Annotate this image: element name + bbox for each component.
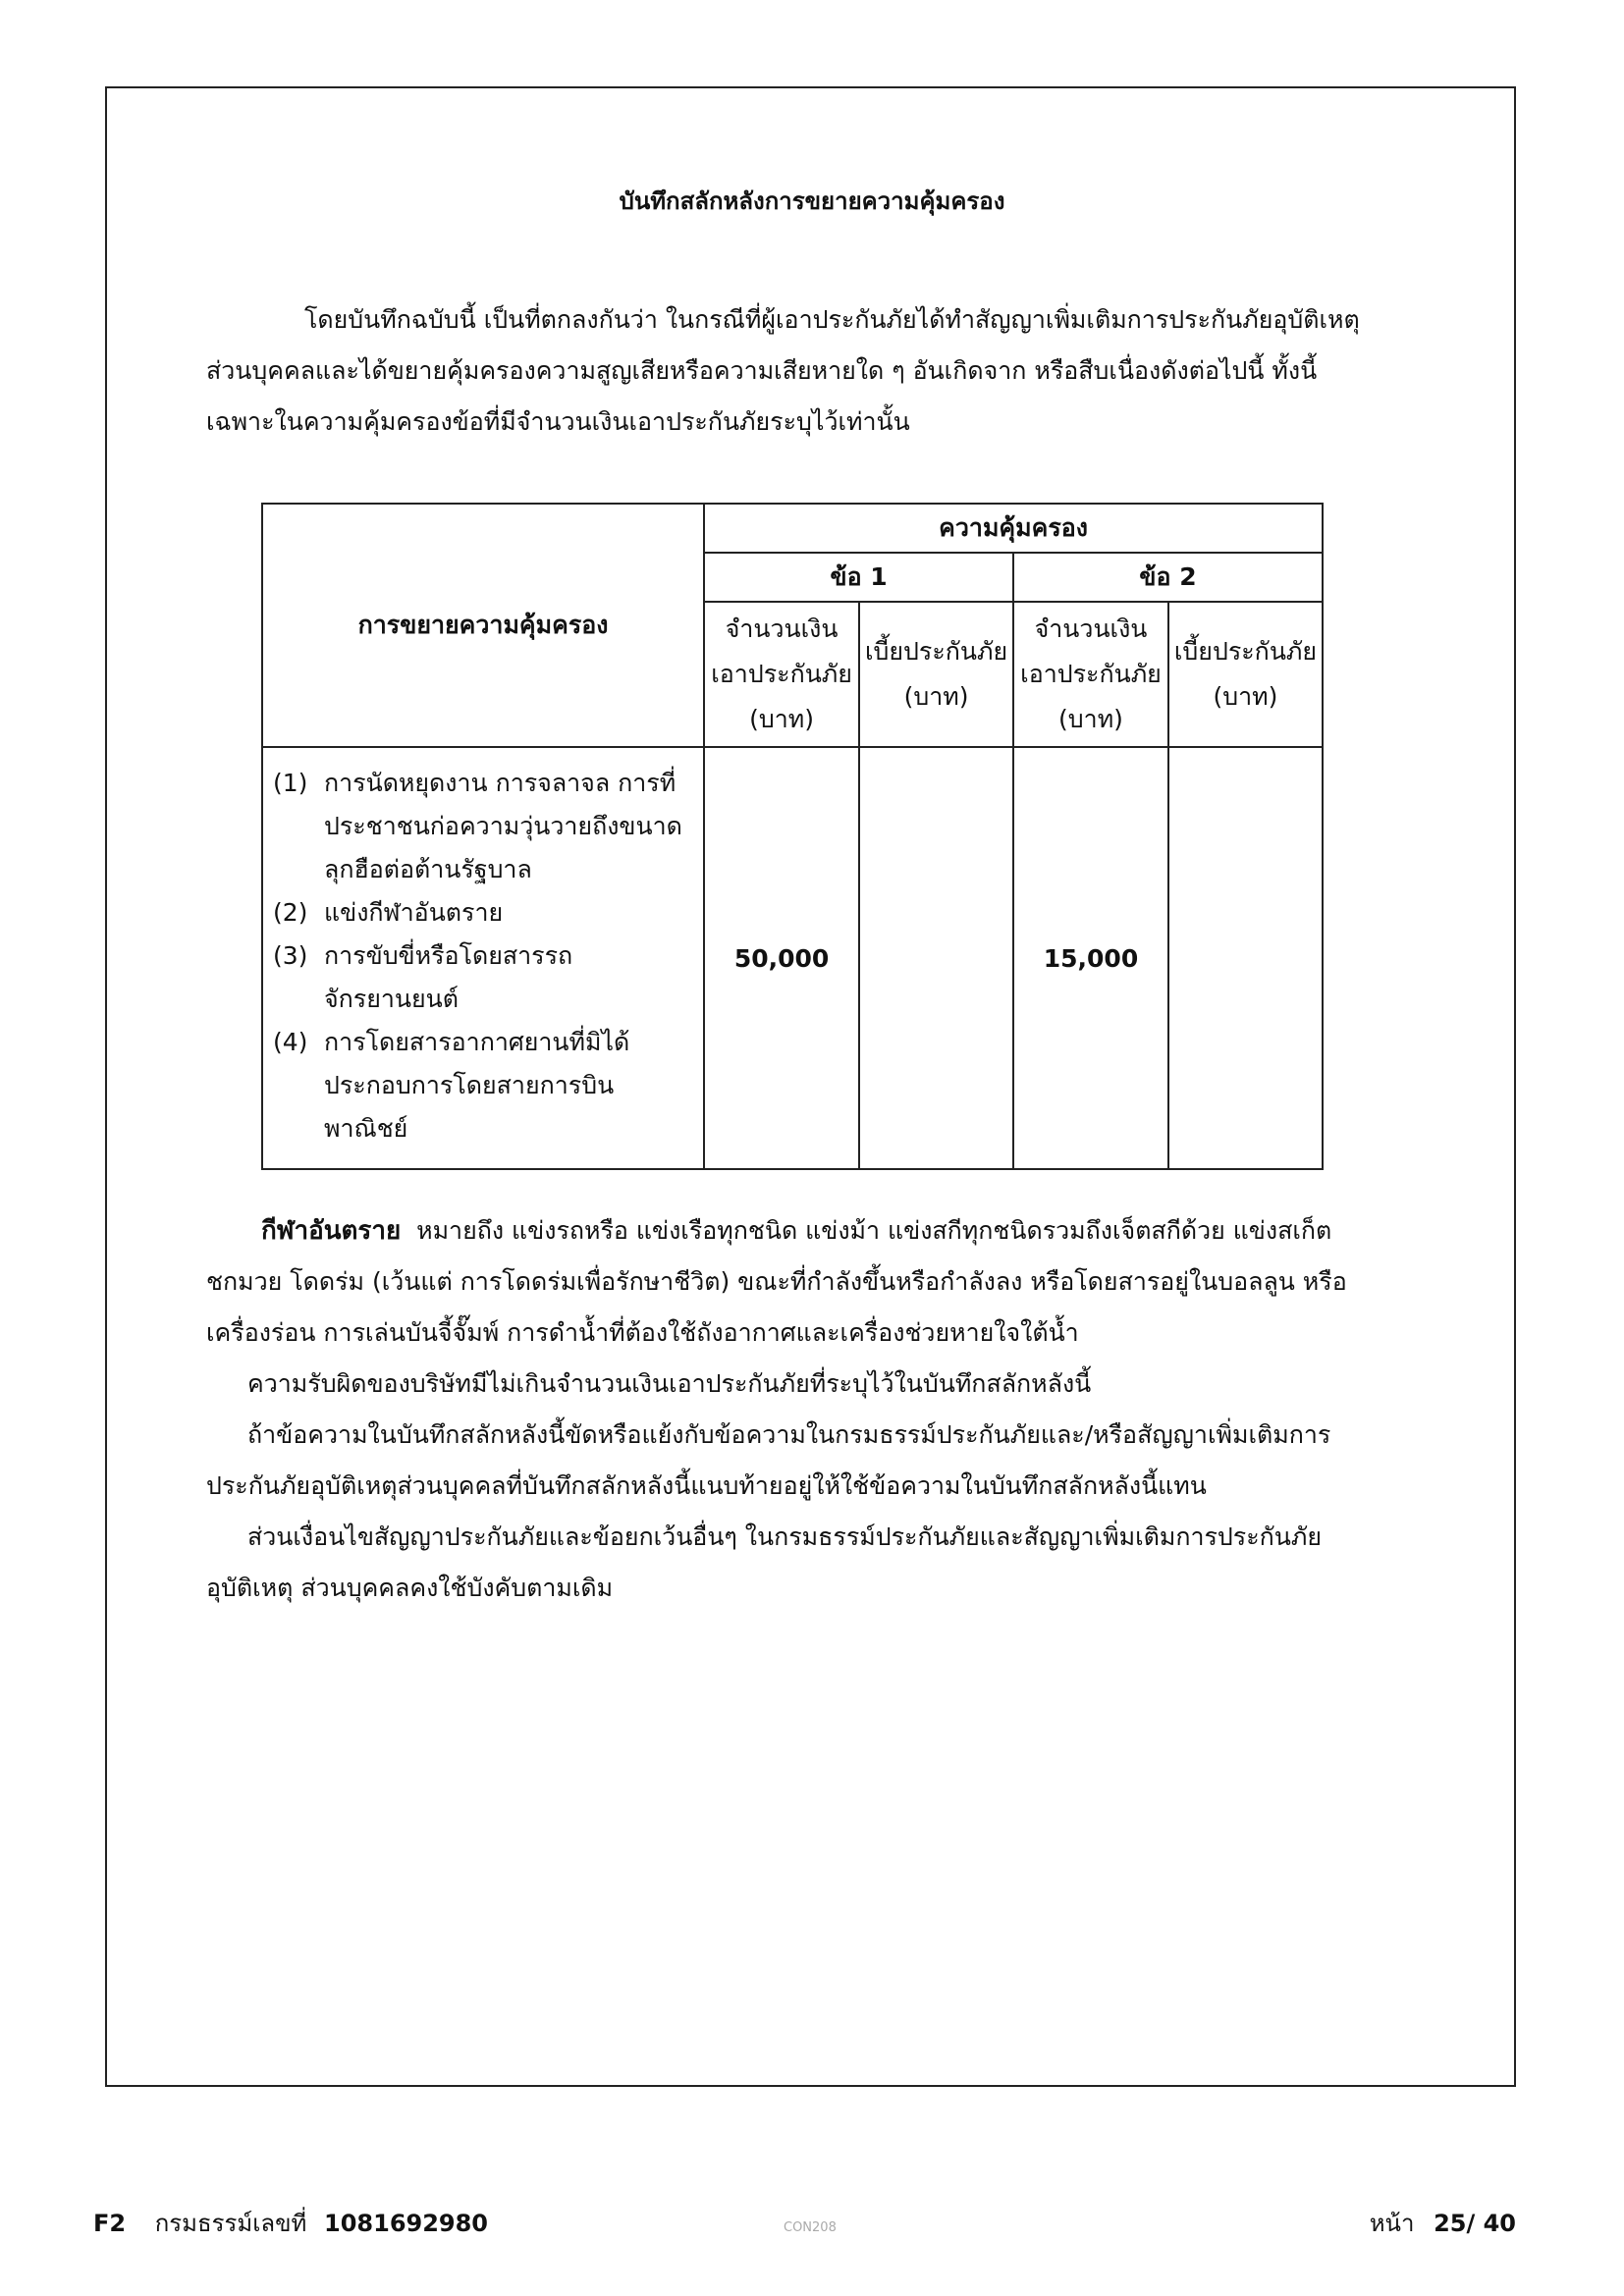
clause-2-header: ข้อ 2 — [1013, 553, 1323, 602]
page-number: 25/ 40 — [1434, 2210, 1516, 2237]
list-item: (4) การโดยสารอากาศยานที่มิได้ประกอบการโดยสายการบินพาณิชย์ — [273, 1028, 630, 1143]
conflict-clause: ถ้าข้อความในบันทึกสลักหลังนี้ขัดหรือแย้งกับข้อความในกรมธรรม์ประกันภัยและ/หรือสัญญาเพิ่มเติมการประกันภัยอุบัติเหตุส่วนบุคคลที่บันทึกสลักหลังนี้แนบท้ายอยู่ให้ใช้ข้อความในบันทึกสลักหลังนี้แทน — [206, 1420, 1331, 1500]
other-terms-clause: ส่วนเงื่อนไขสัญญาประกันภัยและข้อยกเว้นอื่นๆ ในกรมธรรม์ประกันภัยและสัญญาเพิ่มเติมการประกันภัยอุบัติเหตุ ส่วนบุคคลคงใช้บังคับตามเดิม — [206, 1522, 1323, 1602]
dangerous-sports-term: กีฬาอันตราย — [261, 1216, 402, 1246]
document-stamp: CON208 — [784, 2220, 837, 2235]
liability-clause: ความรับผิดของบริษัทมีไม่เกินจำนวนเงินเอาประกันภัยที่ระบุไว้ในบันทึกสลักหลังนี้ — [247, 1369, 1092, 1398]
terms-section — [206, 1205, 1375, 1614]
coverage-table — [261, 503, 1324, 1170]
clause-1-premium-value — [859, 747, 1013, 1169]
form-code: F2 — [93, 2210, 127, 2237]
dangerous-sports-definition: กีฬาอันตราย หมายถึง แข่งรถหรือ แข่งเรือทุกชนิด แข่งม้า แข่งสกีทุกชนิดรวมถึงเจ็ตสกีด้วย แข่งสเก็ต ชกมวย โดดร่ม (เว้นแต่ การโดดร่มเพื่อรักษาชีวิต) ขณะที่กำลังขึ้นหรือกำลังลง หรือโดยสารอยู่ในบอลลูน หรือเครื่องร่อน การเล่นบันจี้จั๊มพ์ การดำน้ำที่ต้องใช้ถังอากาศและเครื่องช่วยหายใจใต้น้ำ — [206, 1216, 1347, 1347]
clause-2-sum-insured-header: จำนวนเงินเอาประกันภัย (บาท) — [1013, 602, 1168, 747]
clause-1-premium-header: เบี้ยประกันภัย (บาท) — [859, 602, 1013, 747]
clause-1-sum-insured-value: 50,000 — [704, 747, 859, 1169]
list-item: (3) การขับขี่หรือโดยสารรถจักรยานยนต์ — [273, 941, 573, 1013]
extension-list — [262, 747, 704, 1169]
policy-label: กรมธรรม์เลขที่ — [154, 2210, 307, 2237]
list-item: (2) แข่งกีฬาอันตราย — [273, 898, 504, 927]
clause-2-premium-header: เบี้ยประกันภัย (บาท) — [1168, 602, 1323, 747]
intro-paragraph: โดยบันทึกฉบับนี้ เป็นที่ตกลงกันว่า ในกรณีที่ผู้เอาประกันภัยได้ทำสัญญาเพิ่มเติมการประกันภัยอุบัติเหตุส่วนบุคคลและได้ขยายคุ้มครองความสูญเสียหรือความเสียหายใด ๆ อันเกิดจาก หรือสืบเนื่องดังต่อไปนี้ ทั้งนี้เฉพาะในความคุ้มครองข้อที่มีจำนวนเงินเอาประกันภัยระบุไว้เท่านั้น — [206, 305, 1360, 436]
clause-1-header: ข้อ 1 — [704, 553, 1013, 602]
document-title: บันทึกสลักหลังการขยายความคุ้มครอง — [619, 187, 1005, 215]
policy-number: 1081692980 — [324, 2210, 489, 2237]
clause-1-sum-insured-header: จำนวนเงินเอาประกันภัย (บาท) — [704, 602, 859, 747]
clause-2-premium-value — [1168, 747, 1323, 1169]
page-indicator — [1370, 2204, 1516, 2242]
clause-2-sum-insured-value: 15,000 — [1013, 747, 1168, 1169]
policy-footer — [93, 2204, 488, 2242]
extension-header: การขยายความคุ้มครอง — [262, 504, 704, 747]
coverage-header: ความคุ้มครอง — [704, 504, 1323, 553]
page-label: หน้า — [1369, 2210, 1415, 2237]
list-item: (1) การนัดหยุดงาน การจลาจล การที่ประชาชนก่อความวุ่นวายถึงขนาดลุกฮือต่อต้านรัฐบาล — [273, 769, 682, 883]
